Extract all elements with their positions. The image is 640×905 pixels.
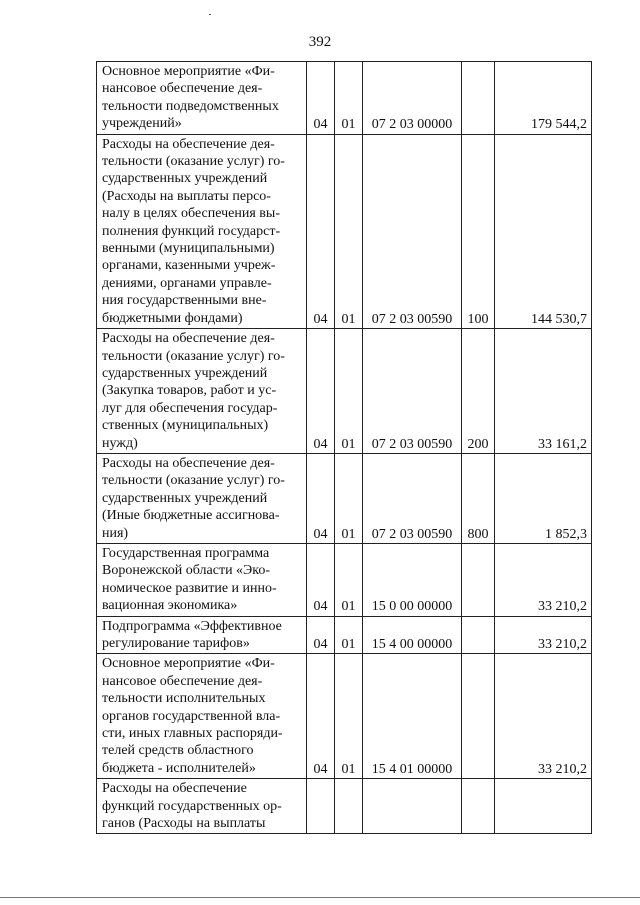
budget-table bbox=[96, 61, 592, 834]
row-name-cell bbox=[97, 453, 307, 543]
row-section-cell: 04 bbox=[307, 62, 335, 135]
table-row bbox=[97, 453, 592, 543]
row-target-article-cell: 07 2 03 00590 bbox=[363, 134, 462, 328]
row-target-article-cell: 07 2 03 00590 bbox=[363, 453, 462, 543]
row-name-cell bbox=[97, 329, 307, 454]
row-target-article-cell: 15 4 00 00000 bbox=[363, 616, 462, 654]
row-name-text: Расходы на обеспечение дея- тельности (оказание услуг) го- сударственных учреждений (Закупка товаров, работ и ус- луг для обеспечения государ- ственных (муниципальных) нужд) bbox=[102, 331, 285, 451]
table-row bbox=[97, 654, 592, 779]
row-name-cell bbox=[97, 62, 307, 135]
row-amount-cell bbox=[495, 779, 592, 834]
page-number: 392 bbox=[308, 34, 332, 50]
table-row bbox=[97, 543, 592, 616]
row-expense-type-cell bbox=[462, 62, 495, 135]
budget-table-body bbox=[97, 62, 592, 834]
bottom-rule bbox=[0, 897, 640, 898]
row-amount-cell: 33 161,2 bbox=[495, 329, 592, 454]
row-amount-cell: 144 530,7 bbox=[495, 134, 592, 328]
row-amount-cell: 179 544,2 bbox=[495, 62, 592, 135]
row-target-article-cell: 15 0 00 00000 bbox=[363, 543, 462, 616]
row-name-cell bbox=[97, 134, 307, 328]
scan-mark bbox=[209, 14, 211, 15]
row-subsection-cell: 01 bbox=[335, 62, 363, 135]
row-target-article-cell bbox=[363, 779, 462, 834]
row-amount-cell: 33 210,2 bbox=[495, 616, 592, 654]
row-expense-type-cell bbox=[462, 543, 495, 616]
row-subsection-cell: 01 bbox=[335, 453, 363, 543]
row-expense-type-cell: 200 bbox=[462, 329, 495, 454]
row-name-text: Расходы на обеспечение функций государственных ор- ганов (Расходы на выплаты bbox=[102, 781, 282, 832]
row-section-cell bbox=[307, 779, 335, 834]
row-name-cell bbox=[97, 616, 307, 654]
row-subsection-cell: 01 bbox=[335, 134, 363, 328]
row-subsection-cell: 01 bbox=[335, 654, 363, 779]
row-name-cell bbox=[97, 779, 307, 834]
row-subsection-cell: 01 bbox=[335, 329, 363, 454]
row-section-cell: 04 bbox=[307, 453, 335, 543]
row-name-text: Государственная программа Воронежской области «Эко- номическое развитие и инно- вационная экономика» bbox=[102, 545, 277, 614]
row-target-article-cell: 07 2 03 00000 bbox=[363, 62, 462, 135]
table-row bbox=[97, 616, 592, 654]
row-name-text: Расходы на обеспечение дея- тельности (оказание услуг) го- сударственных учреждений (Расходы на выплаты персо- налу в целях обеспечения вы- полнения функций государст- венными (муниципальными) органами, казенными учреж- дениями, органами управле- ния государственными вне- бюджетными фондами) bbox=[102, 136, 285, 326]
row-name-cell bbox=[97, 654, 307, 779]
row-target-article-cell: 15 4 01 00000 bbox=[363, 654, 462, 779]
row-section-cell: 04 bbox=[307, 329, 335, 454]
row-section-cell: 04 bbox=[307, 654, 335, 779]
row-expense-type-cell bbox=[462, 654, 495, 779]
row-section-cell: 04 bbox=[307, 543, 335, 616]
table-row bbox=[97, 62, 592, 135]
row-subsection-cell bbox=[335, 779, 363, 834]
row-expense-type-cell: 100 bbox=[462, 134, 495, 328]
row-amount-cell: 33 210,2 bbox=[495, 654, 592, 779]
row-name-text: Расходы на обеспечение дея- тельности (оказание услуг) го- сударственных учреждений (Иные бюджетные ассигнова- ния) bbox=[102, 455, 285, 541]
row-target-article-cell: 07 2 03 00590 bbox=[363, 329, 462, 454]
table-row bbox=[97, 779, 592, 834]
row-subsection-cell: 01 bbox=[335, 543, 363, 616]
row-section-cell: 04 bbox=[307, 134, 335, 328]
row-name-text: Основное мероприятие «Фи- нансовое обеспечение дея- тельности подведомственных учреждений» bbox=[102, 64, 279, 132]
row-amount-cell: 1 852,3 bbox=[495, 453, 592, 543]
row-name-cell bbox=[97, 543, 307, 616]
row-section-cell: 04 bbox=[307, 616, 335, 654]
row-expense-type-cell: 800 bbox=[462, 453, 495, 543]
table-row bbox=[97, 134, 592, 328]
table-row bbox=[97, 329, 592, 454]
row-expense-type-cell bbox=[462, 779, 495, 834]
row-expense-type-cell bbox=[462, 616, 495, 654]
row-name-text: Подпрограмма «Эффективное регулирование тарифов» bbox=[102, 618, 282, 651]
row-subsection-cell: 01 bbox=[335, 616, 363, 654]
row-amount-cell: 33 210,2 bbox=[495, 543, 592, 616]
row-name-text: Основное мероприятие «Фи- нансовое обеспечение дея- тельности исполнительных органов государственной вла- сти, иных главных распоряди- телей средств областного бюджета - исполнителей» bbox=[102, 656, 283, 776]
